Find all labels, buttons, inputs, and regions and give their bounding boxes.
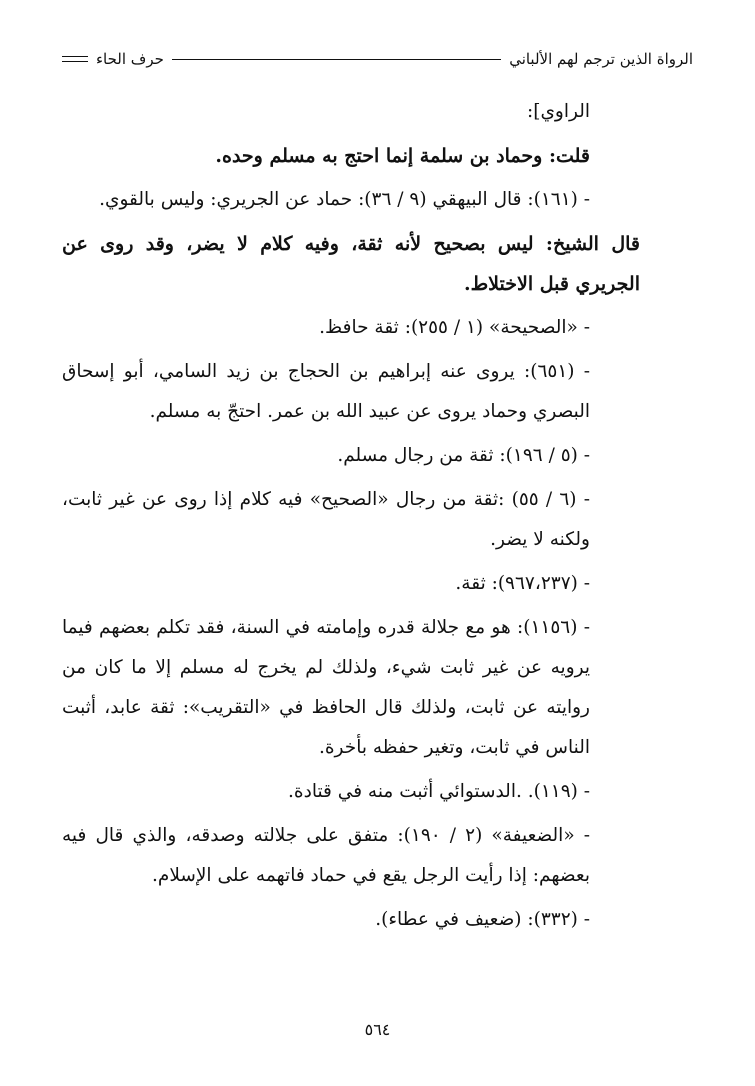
paragraph: قال الشيخ: ليس بصحيح لأنه ثقة، وفيه كلام لا يضر، وقد روى عن الجريري قبل الاختلاط.: [62, 233, 640, 295]
paragraph: - (٥ / ١٩٦): ثقة من رجال مسلم.: [337, 445, 590, 466]
paragraph: - «الصحيحة» (١ / ٢٥٥): ثقة حافظ.: [319, 317, 590, 338]
paragraph: الراوي]:: [527, 101, 590, 122]
header-rule: [172, 59, 501, 60]
book-title: الرواة الذين ترجم لهم الألباني: [509, 50, 693, 68]
paragraph: - (٦٥١): يروى عنه إبراهيم بن الحجاج بن زيد السامي، أبو إسحاق البصري وحماد يروى عن عبيد الله بن عمر. احتجّ به مسلم.: [62, 361, 590, 422]
paragraph: - (٣٣٢): (ضعيف في عطاء).: [375, 909, 590, 930]
paragraph: - (١٦١): قال البيهقي (٩ / ٣٦): حماد عن الجريري: وليس بالقوي.: [99, 189, 590, 210]
paragraph: - (٦ / ٥٥) :ثقة من رجال «الصحيح» فيه كلام إذا روى عن غير ثابت، ولكنه لا يضر.: [62, 489, 590, 550]
paragraph: قلت: وحماد بن سلمة إنما احتج به مسلم وحده.: [215, 145, 590, 167]
paragraph: - «الضعيفة» (٢ / ١٩٠): متفق على جلالته وصدقه، والذي قال فيه بعضهم: إذا رأيت الرجل يقع في حماد فاتهمه على الإسلام.: [62, 825, 590, 886]
page-body: [62, 92, 640, 944]
running-header: [62, 44, 693, 74]
header-double-rule: [62, 56, 88, 62]
paragraph: - (١١٥٦): هو مع جلالة قدره وإمامته في السنة، فقد تكلم بعضهم فيما يرويه عن غير ثابت شيء، ولذلك لم يخرج له مسلم إلا ما كان من روايته عن ثابت، ولذلك قال الحافظ في «التقريب»: ثقة عابد، أثبت الناس في ثابت، وتغير حفظه بأخرة.: [62, 617, 590, 758]
paragraph: - (٩٦٧،٢٣٧): ثقة.: [455, 573, 590, 594]
paragraph: - (١١٩). .الدستوائي أثبت منه في قتادة.: [288, 781, 590, 802]
page-number: ٥٦٤: [364, 1020, 391, 1039]
section-title: حرف الحاء: [96, 50, 164, 68]
